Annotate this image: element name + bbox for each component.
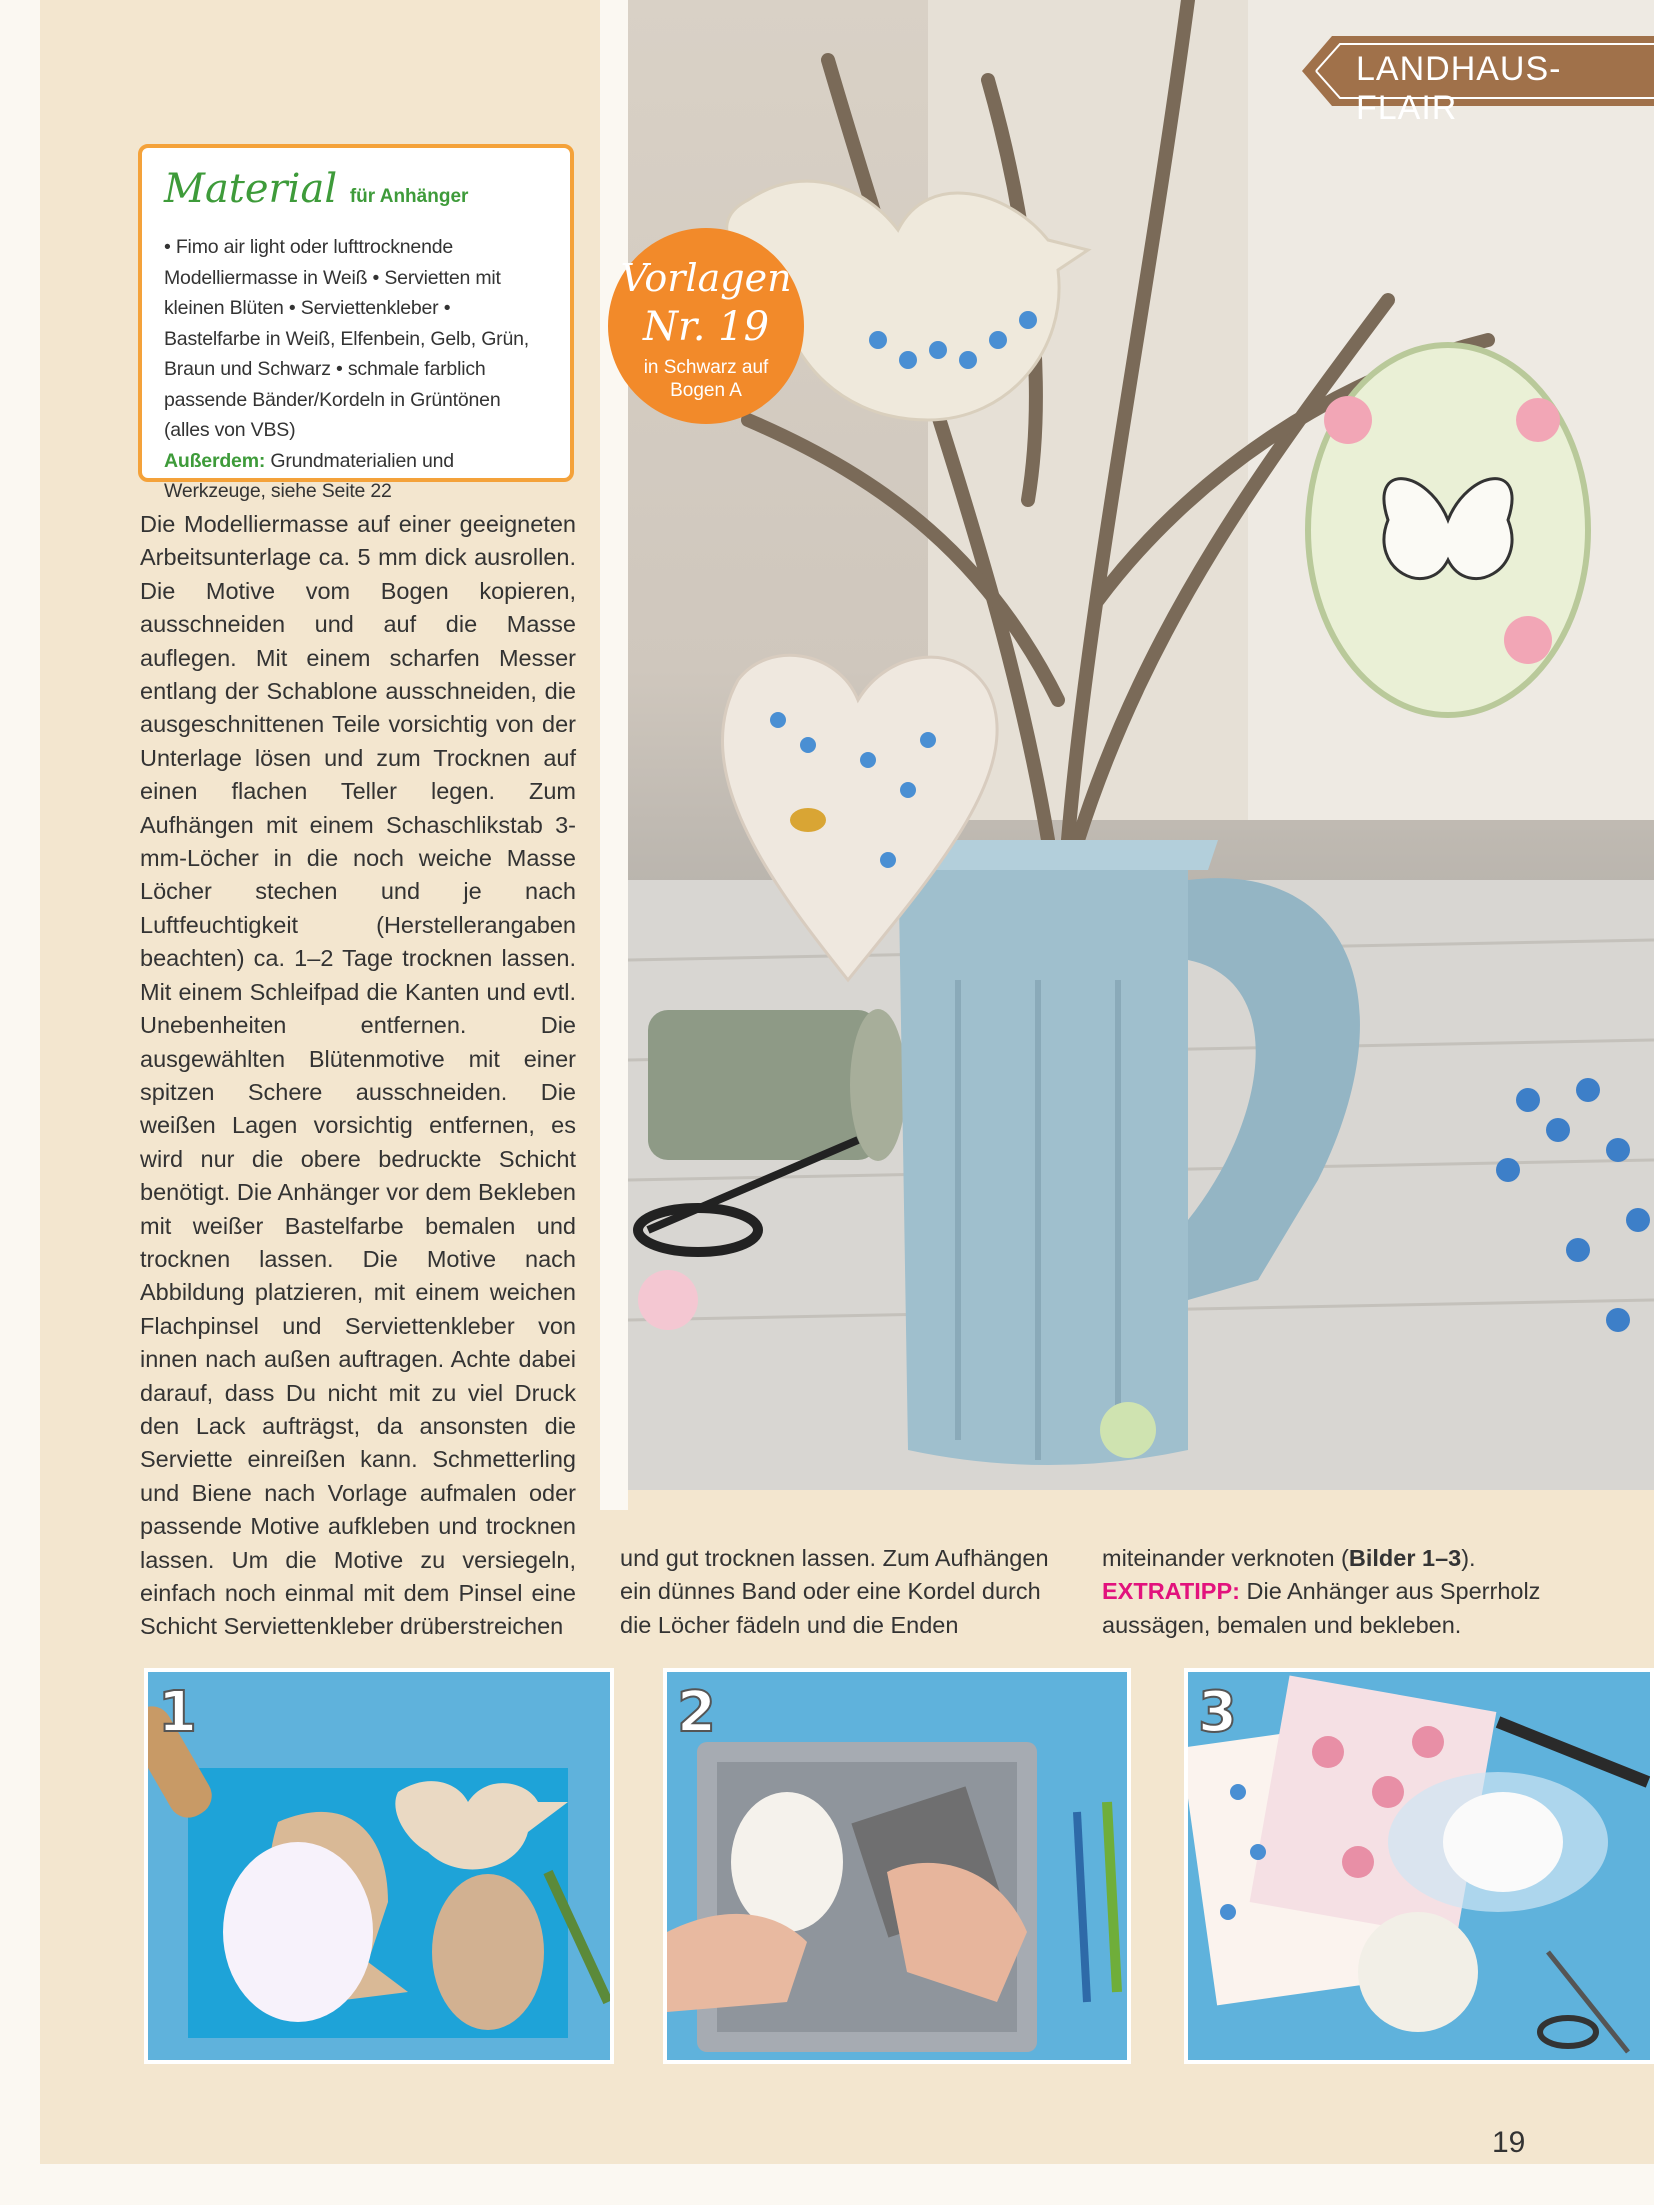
template-badge — [608, 228, 804, 424]
page-number: 19 — [1492, 2126, 1526, 2159]
material-list — [164, 232, 548, 507]
section-tag-label: LANDHAUS-FLAIR — [1356, 50, 1562, 127]
extratipp-label: EXTRATIPP: — [1102, 1578, 1240, 1605]
col3-text-post: ). — [1461, 1545, 1476, 1571]
material-box — [138, 144, 574, 502]
step-number-3: 3 — [1198, 1680, 1237, 1745]
badge-line1: Vorlagen — [620, 256, 792, 300]
material-title: Material — [164, 166, 338, 212]
hero-photo — [628, 0, 1654, 1490]
material-subtitle: für Anhänger — [349, 186, 469, 207]
gutter-paper-edge — [600, 0, 628, 1510]
step-photo-1 — [144, 1668, 614, 2064]
material-heading — [164, 166, 548, 220]
body-text-column-2: und gut trocknen lassen. Zum Aufhängen ein dünnes Band oder eine Kordel durch die Löcher fädeln und die Enden — [620, 1545, 1049, 1638]
bottom-paper-edge — [0, 2164, 1654, 2205]
badge-line2: Nr. 19 — [642, 304, 770, 350]
left-paper-edge — [0, 0, 40, 2205]
col3-text-pre: miteinander verknoten ( — [1102, 1545, 1349, 1571]
badge-line3: in Schwarz auf Bogen A — [643, 357, 769, 401]
material-items: • Fimo air light oder lufttrocknende Modelliermasse in Weiß • Servietten mit kleinen Blüten • Serviettenkleber • Bastelfarbe in Weiß, Elfenbein, Gelb, Grün, Braun und Schwarz • schmale farblich passende Bänder/Kordeln in Grüntönen (alles von VBS) — [164, 236, 529, 441]
body-text-column-3 — [1102, 1542, 1542, 1642]
step-number-2: 2 — [677, 1680, 716, 1745]
step-number-1: 1 — [158, 1680, 197, 1745]
extratipp-text: Die Anhänger aus Sperrholz aussägen, bemalen und bekleben. — [1102, 1578, 1541, 1638]
col3-figure-ref: Bilder 1–3 — [1348, 1545, 1462, 1571]
material-extra-text: Grundmaterialien und Werkzeuge, siehe Seite 22 — [164, 449, 454, 502]
step-photo-2 — [663, 1668, 1131, 2064]
step-photo-3 — [1184, 1668, 1654, 2064]
body-text-column-1: Die Modelliermasse auf einer geeigneten Arbeitsunterlage ca. 5 mm dick ausrollen. Die Motive vom Bogen kopieren, ausschneiden und auf die Masse auflegen. Mit einem scharfen Messer entlang der Schablone ausschneiden, die ausgeschnittenen Teile vorsichtig von der Unterlage lösen und zum Trocknen auf einen flachen Teller legen. Zum Aufhängen mit einem Schaschlikstab 3-mm-Löcher in die noch weiche Masse Löcher stechen und je nach Luftfeuchtigkeit (Herstellerangaben beachten) ca. 1–2 Tage trocknen lassen. Mit einem Schleifpad die Kanten und evtl. Unebenheiten entfernen. Die ausgewählten Blütenmotive mit einer spitzen Schere ausschneiden. Die weißen Lagen vorsichtig entfernen, es wird nur die obere bedruckte Schicht benötigt. Die Anhänger vor dem Bekleben mit weißer Bastelfarbe bemalen und trocknen lassen. Die Motive nach Abbildung platzieren, mit einem weichen Flachpinsel und Serviettenkleber von innen nach außen auftragen. Achte dabei darauf, dass Du nicht mit zu viel Druck den Lack aufträgst, da ansonsten die Serviette einreißen kann. Schmetterling und Biene nach Vorlage aufmalen oder passende Motive aufkleben und trocknen lassen. Um die Motive zu versiegeln, einfach noch einmal mit dem Pinsel eine Schicht Serviettenkleber drüberstreichen — [140, 511, 576, 1640]
material-extra-label: Außerdem: — [164, 449, 266, 472]
